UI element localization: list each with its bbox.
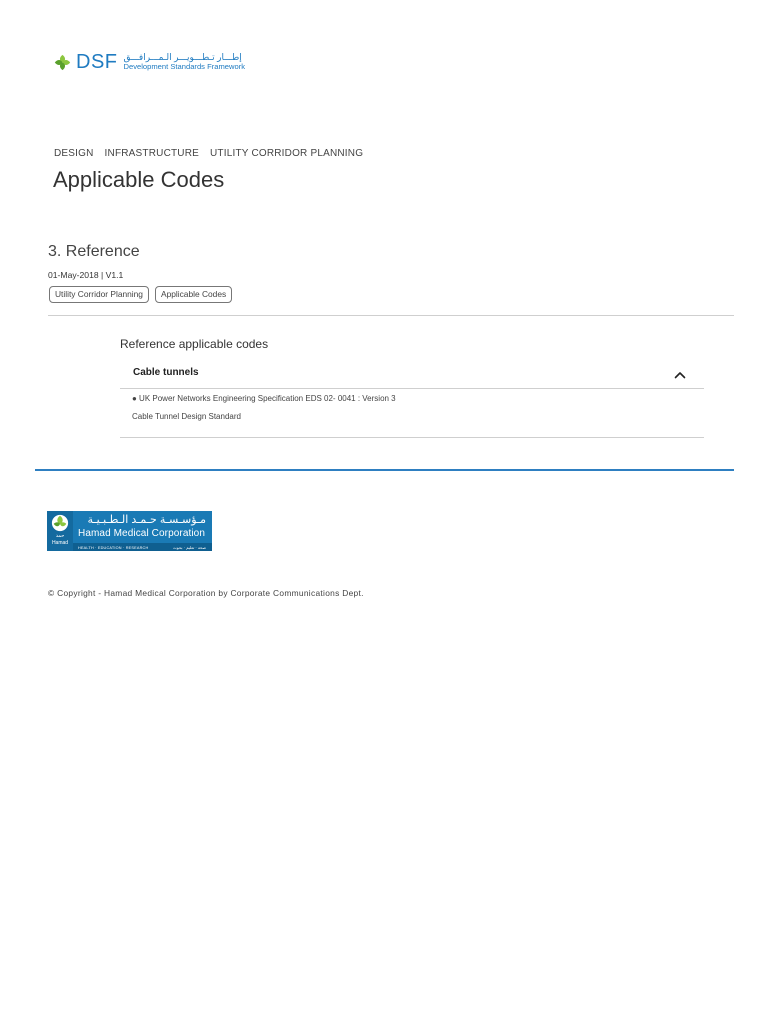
divider: [48, 315, 734, 316]
page-title: Applicable Codes: [53, 167, 225, 192]
tag-utility-corridor-planning[interactable]: Utility Corridor Planning: [49, 286, 149, 303]
tag-list: [49, 286, 232, 303]
breadcrumb-item-utility-corridor-planning[interactable]: UTILITY CORRIDOR PLANNING: [210, 148, 364, 159]
copyright-text: © Copyright - Hamad Medical Corporation by Corporate Communications Dept.: [48, 588, 364, 598]
hmc-leaf-icon: [51, 514, 69, 532]
dsf-logo[interactable]: [54, 50, 245, 74]
date-version: 01-May-2018 | V1.1: [48, 270, 124, 280]
logo-arabic-text: إطـــار تـطـــويـــر الـمـــرافـــق: [123, 52, 242, 62]
hmc-tagline-arabic: صحة · تعليم · بحوث: [173, 545, 206, 550]
hmc-arabic-name: مـؤسـسـة حـمـد الـطـبـيـة: [87, 514, 206, 526]
accordion-title: Cable tunnels: [133, 367, 199, 378]
hmc-english-name: Hamad Medical Corporation: [78, 528, 206, 539]
dsf-leaf-icon: [54, 54, 71, 71]
breadcrumb-item-design[interactable]: DESIGN: [54, 148, 94, 159]
accordion-content-line: Cable Tunnel Design Standard: [132, 412, 241, 421]
hmc-logo-mark-text: Hamad: [51, 540, 69, 546]
chevron-up-icon[interactable]: [674, 370, 686, 380]
section-title: 3. Reference: [48, 243, 140, 260]
accordion-content-line: ● UK Power Networks Engineering Specification EDS 02- 0041 : Version 3: [132, 394, 396, 403]
breadcrumb: [54, 148, 363, 159]
tag-applicable-codes[interactable]: Applicable Codes: [155, 286, 232, 303]
hmc-tagline-strip: [73, 543, 212, 551]
accordion-header-cable-tunnels[interactable]: [120, 364, 704, 389]
footer-divider: [35, 469, 734, 471]
breadcrumb-item-infrastructure[interactable]: INFRASTRUCTURE: [104, 148, 200, 159]
accordion-divider: [120, 437, 704, 438]
logo-english-text: Development Standards Framework: [123, 62, 246, 71]
hmc-logo-arabic-mark: حمد: [55, 533, 65, 539]
reference-heading: Reference applicable codes: [120, 337, 269, 351]
hamad-medical-corporation-logo[interactable]: [47, 511, 212, 551]
logo-abbrev: DSF: [76, 51, 118, 73]
hmc-tagline-english: HEALTH · EDUCATION · RESEARCH: [78, 546, 149, 550]
